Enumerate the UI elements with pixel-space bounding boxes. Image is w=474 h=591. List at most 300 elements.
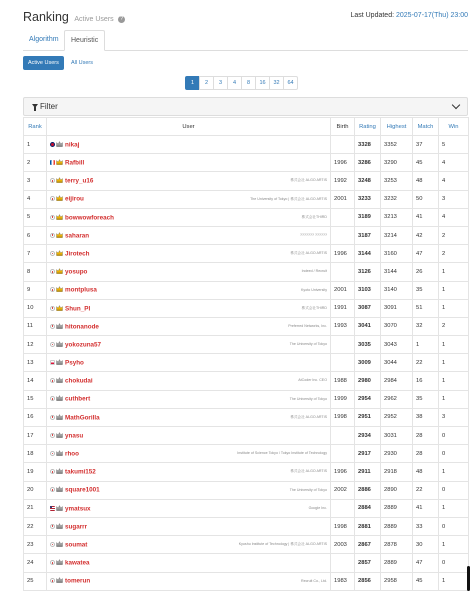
table-row	[24, 208, 469, 226]
affiliation: Preferred Networks, Inc.	[288, 323, 327, 328]
match-cell: 41	[413, 499, 439, 517]
affiliation: The University of Tokyo	[289, 487, 327, 492]
table-row	[24, 536, 469, 554]
rating-cell: 2934	[355, 427, 381, 445]
birth-cell: 2001	[331, 190, 355, 208]
affiliation: Kyushu Institute of Technology | 株式会社 ALGO ARTIS	[238, 542, 327, 547]
crown-icon	[56, 432, 63, 438]
user-cell	[47, 354, 331, 372]
rating-cell: 2951	[355, 408, 381, 426]
win-cell: 1	[439, 390, 469, 408]
table-row	[24, 336, 469, 354]
user-cell	[47, 317, 331, 335]
match-cell: 37	[413, 136, 439, 154]
rating-cell: 2954	[355, 390, 381, 408]
match-cell: 28	[413, 445, 439, 463]
country-flag-icon	[50, 306, 55, 311]
match-cell: 48	[413, 463, 439, 481]
match-cell: 33	[413, 517, 439, 535]
page-header	[23, 10, 468, 30]
affiliation: 株式会社 ALGO ARTIS	[290, 178, 327, 183]
rank-cell: 4	[24, 190, 47, 208]
page-button-32[interactable]: 32	[269, 76, 284, 90]
match-cell: 26	[413, 263, 439, 281]
rank-cell: 20	[24, 481, 47, 499]
affiliation: 株式会社 ALGO ARTIS	[290, 469, 327, 474]
win-cell: 1	[439, 463, 469, 481]
table-row	[24, 408, 469, 426]
match-cell: 50	[413, 190, 439, 208]
user-cell	[47, 408, 331, 426]
table-row	[24, 427, 469, 445]
user-cell	[47, 226, 331, 244]
country-flag-icon	[50, 469, 55, 474]
country-flag-icon	[50, 415, 55, 420]
rating-cell: 2881	[355, 517, 381, 535]
page-button-2[interactable]: 2	[199, 76, 214, 90]
username-link[interactable]: Jirotech	[65, 250, 90, 258]
rating-cell: 2856	[355, 572, 381, 590]
page-scrollbar[interactable]	[467, 566, 470, 591]
tab-algorithm[interactable]: Algorithm	[29, 36, 59, 43]
table-row	[24, 136, 469, 154]
username-link[interactable]: chokudai	[65, 377, 93, 385]
rating-cell: 3328	[355, 136, 381, 154]
win-header[interactable]: Win	[439, 118, 469, 136]
country-flag-icon	[50, 378, 55, 383]
page-subtitle: Active Users	[74, 16, 114, 23]
rank-cell: 1	[24, 136, 47, 154]
crown-icon	[56, 523, 63, 529]
crown-icon	[56, 577, 63, 583]
country-flag-icon	[50, 196, 55, 201]
win-cell: 1	[439, 263, 469, 281]
highest-cell: 2984	[381, 372, 413, 390]
username-link[interactable]: ynasu	[65, 432, 84, 440]
birth-cell: 1998	[331, 517, 355, 535]
highest-cell: 3290	[381, 154, 413, 172]
filter-panel-header[interactable]	[23, 97, 468, 116]
win-cell: 0	[439, 481, 469, 499]
username-link[interactable]: yosupo	[65, 268, 88, 276]
highest-cell: 2890	[381, 481, 413, 499]
table-row	[24, 154, 469, 172]
win-cell: 0	[439, 427, 469, 445]
win-cell: 0	[439, 554, 469, 572]
win-cell: 2	[439, 317, 469, 335]
rank-cell: 25	[24, 572, 47, 590]
birth-cell	[331, 136, 355, 154]
rank-cell: 21	[24, 499, 47, 517]
user-cell	[47, 554, 331, 572]
country-flag-icon	[50, 433, 55, 438]
username-link[interactable]: tomerun	[65, 577, 91, 585]
highest-cell: 3232	[381, 190, 413, 208]
rank-header[interactable]: Rank	[24, 118, 47, 136]
affiliation: 株式会社THIRD	[301, 214, 327, 219]
page-button-3[interactable]: 3	[213, 76, 228, 90]
win-cell: 1	[439, 572, 469, 590]
username-link[interactable]: bowwowforeach	[65, 214, 114, 222]
user-cell	[47, 390, 331, 408]
username-link[interactable]: takumi152	[65, 468, 96, 476]
last-updated-value: 2025-07-17(Thu) 23:00	[396, 12, 468, 19]
highest-cell: 3144	[381, 263, 413, 281]
country-flag-icon	[50, 342, 55, 347]
rating-cell: 2867	[355, 536, 381, 554]
birth-cell: 1983	[331, 572, 355, 590]
rating-cell: 3103	[355, 281, 381, 299]
rating-cell: 2857	[355, 554, 381, 572]
table-row	[24, 390, 469, 408]
birth-cell: 1993	[331, 317, 355, 335]
username-link[interactable]: kawatea	[65, 559, 90, 567]
username-link[interactable]: hitonanode	[65, 323, 99, 331]
rank-cell: 7	[24, 245, 47, 263]
match-cell: 30	[413, 536, 439, 554]
match-cell: 45	[413, 154, 439, 172]
win-cell: 1	[439, 372, 469, 390]
page-button-8[interactable]: 8	[241, 76, 256, 90]
user-cell	[47, 445, 331, 463]
crown-icon	[56, 505, 63, 511]
crown-icon	[56, 359, 63, 365]
rank-cell: 19	[24, 463, 47, 481]
question-circle-icon[interactable]: ?	[120, 16, 124, 22]
user-cell	[47, 263, 331, 281]
user-cell	[47, 136, 331, 154]
chevron-down-icon[interactable]	[452, 101, 460, 109]
user-cell	[47, 463, 331, 481]
user-cell	[47, 245, 331, 263]
country-flag-icon	[50, 506, 55, 511]
username-link[interactable]: eijirou	[65, 195, 84, 203]
title-text: Ranking	[23, 10, 69, 24]
user-cell	[47, 299, 331, 317]
match-cell: 22	[413, 481, 439, 499]
rank-cell: 24	[24, 554, 47, 572]
rank-cell: 14	[24, 372, 47, 390]
table-row	[24, 554, 469, 572]
win-cell: 0	[439, 445, 469, 463]
country-flag-icon	[50, 160, 55, 165]
birth-cell: 2002	[331, 481, 355, 499]
win-cell: 1	[439, 499, 469, 517]
table-row	[24, 190, 469, 208]
page-button-4[interactable]: 4	[227, 76, 242, 90]
table-row	[24, 572, 469, 590]
rating-cell: 2917	[355, 445, 381, 463]
user-cell	[47, 536, 331, 554]
rank-cell: 22	[24, 517, 47, 535]
user-header: User	[47, 118, 331, 136]
rating-cell: 2911	[355, 463, 381, 481]
country-flag-icon	[50, 178, 55, 183]
match-cell: 16	[413, 372, 439, 390]
birth-cell: 1991	[331, 299, 355, 317]
user-cell	[47, 190, 331, 208]
user-cell	[47, 427, 331, 445]
table-row	[24, 172, 469, 190]
highest-cell: 2889	[381, 517, 413, 535]
crown-icon	[56, 414, 63, 420]
win-cell: 4	[439, 208, 469, 226]
win-cell: 1	[439, 299, 469, 317]
username-link[interactable]: cuthbert	[65, 395, 91, 403]
rating-cell: 3087	[355, 299, 381, 317]
rating-cell: 3144	[355, 245, 381, 263]
birth-cell: 1992	[331, 172, 355, 190]
match-cell: 47	[413, 245, 439, 263]
all-users-button[interactable]: All Users	[71, 60, 94, 66]
highest-cell: 2889	[381, 499, 413, 517]
rank-cell: 12	[24, 336, 47, 354]
rank-cell: 2	[24, 154, 47, 172]
table-row	[24, 263, 469, 281]
rating-cell: 3009	[355, 354, 381, 372]
page-title	[23, 10, 125, 24]
highest-cell: 2878	[381, 536, 413, 554]
affiliation: AtCoder Inc. CEO	[298, 378, 327, 383]
rank-cell: 8	[24, 263, 47, 281]
username-link[interactable]: saharan	[65, 232, 90, 240]
birth-cell: 1998	[331, 408, 355, 426]
birth-cell	[331, 354, 355, 372]
table-row	[24, 281, 469, 299]
user-cell	[47, 372, 331, 390]
rating-cell: 3189	[355, 208, 381, 226]
affiliation: ??????? ??????	[300, 232, 327, 237]
tab-heuristic[interactable]: Heuristic	[64, 30, 105, 51]
highest-cell: 2958	[381, 572, 413, 590]
crown-icon	[56, 305, 63, 311]
username-link[interactable]: soumat	[65, 541, 88, 549]
rank-cell: 3	[24, 172, 47, 190]
highest-cell: 3140	[381, 281, 413, 299]
match-cell: 28	[413, 427, 439, 445]
crown-icon	[56, 377, 63, 383]
crown-icon	[56, 195, 63, 201]
birth-cell: 1988	[331, 372, 355, 390]
affiliation: The University of Tokyo | 株式会社 ALGO ARTIS	[250, 196, 327, 201]
highest-cell: 3253	[381, 172, 413, 190]
username-link[interactable]: sugarrr	[65, 523, 88, 531]
affiliation: Recruit Co., Ltd.	[301, 578, 327, 583]
rating-header[interactable]: Rating	[355, 118, 381, 136]
crown-icon	[56, 486, 63, 492]
country-flag-icon	[50, 142, 55, 147]
crown-icon	[56, 341, 63, 347]
table-row	[24, 299, 469, 317]
rank-cell: 16	[24, 408, 47, 426]
country-flag-icon	[50, 324, 55, 329]
active-users-button[interactable]: Active Users	[23, 56, 64, 70]
country-flag-icon	[50, 542, 55, 547]
highest-cell: 3031	[381, 427, 413, 445]
table-row	[24, 245, 469, 263]
birth-cell	[331, 336, 355, 354]
match-cell: 41	[413, 208, 439, 226]
win-cell: 1	[439, 281, 469, 299]
affiliation: 株式会社 ALGO ARTIS	[290, 414, 327, 419]
highest-cell: 3044	[381, 354, 413, 372]
win-cell: 1	[439, 336, 469, 354]
birth-cell	[331, 445, 355, 463]
match-header[interactable]: Match	[413, 118, 439, 136]
highest-cell: 2930	[381, 445, 413, 463]
birth-cell: 1996	[331, 154, 355, 172]
contest-type-tabs	[23, 30, 468, 51]
match-cell: 47	[413, 554, 439, 572]
rating-cell: 3035	[355, 336, 381, 354]
match-cell: 35	[413, 281, 439, 299]
affiliation: The University of Tokyo	[289, 396, 327, 401]
highest-cell: 2889	[381, 554, 413, 572]
user-cell	[47, 172, 331, 190]
rank-cell: 17	[24, 427, 47, 445]
username-link[interactable]: square1001	[65, 486, 100, 494]
birth-cell	[331, 499, 355, 517]
country-flag-icon	[50, 269, 55, 274]
username-link[interactable]: montplusa	[65, 286, 97, 294]
user-cell	[47, 336, 331, 354]
table-row	[24, 445, 469, 463]
highest-cell: 3352	[381, 136, 413, 154]
crown-icon	[56, 250, 63, 256]
highest-cell: 2962	[381, 390, 413, 408]
match-cell: 22	[413, 354, 439, 372]
rating-cell: 3248	[355, 172, 381, 190]
crown-icon	[56, 541, 63, 547]
rating-cell: 2884	[355, 499, 381, 517]
table-row	[24, 499, 469, 517]
affiliation: Institute of Science Tokyo / Tokyo Institute of Technology	[237, 451, 327, 456]
crown-icon	[56, 232, 63, 238]
crown-icon	[56, 395, 63, 401]
birth-cell	[331, 208, 355, 226]
win-cell: 1	[439, 354, 469, 372]
crown-icon	[56, 268, 63, 274]
match-cell: 38	[413, 408, 439, 426]
win-cell: 2	[439, 245, 469, 263]
crown-icon	[56, 323, 63, 329]
country-flag-icon	[50, 524, 55, 529]
country-flag-icon	[50, 233, 55, 238]
table-header-row	[24, 118, 469, 136]
rating-cell: 3286	[355, 154, 381, 172]
funnel-icon	[32, 104, 38, 108]
username-link[interactable]: terry_u16	[65, 177, 94, 185]
rank-cell: 11	[24, 317, 47, 335]
affiliation: Google Inc.	[308, 505, 327, 510]
username-link[interactable]: yokozuna57	[65, 341, 102, 349]
table-row	[24, 354, 469, 372]
username-link[interactable]: ymatsux	[65, 505, 91, 513]
user-cell	[47, 499, 331, 517]
rank-cell: 23	[24, 536, 47, 554]
rank-cell: 5	[24, 208, 47, 226]
win-cell: 0	[439, 517, 469, 535]
username-link[interactable]: Rafbill	[65, 159, 85, 167]
country-flag-icon	[50, 360, 55, 365]
highest-cell: 3043	[381, 336, 413, 354]
birth-cell	[331, 427, 355, 445]
country-flag-icon	[50, 287, 55, 292]
crown-icon	[56, 286, 63, 292]
country-flag-icon	[50, 396, 55, 401]
page-button-64[interactable]: 64	[283, 76, 298, 90]
rank-cell: 15	[24, 390, 47, 408]
birth-cell: 2001	[331, 281, 355, 299]
birth-cell: 2003	[331, 536, 355, 554]
win-cell: 4	[439, 154, 469, 172]
affiliation: 株式会社 ALGO ARTIS	[290, 251, 327, 256]
birth-cell: 1996	[331, 245, 355, 263]
win-cell: 2	[439, 226, 469, 244]
page-button-16[interactable]: 16	[255, 76, 270, 90]
crown-icon	[56, 559, 63, 565]
highest-cell: 3091	[381, 299, 413, 317]
win-cell: 1	[439, 536, 469, 554]
rating-cell: 3126	[355, 263, 381, 281]
user-cell	[47, 154, 331, 172]
crown-icon	[56, 177, 63, 183]
username-link[interactable]: nikaj	[65, 141, 80, 149]
win-cell: 5	[439, 136, 469, 154]
user-cell	[47, 281, 331, 299]
filter-label: Filter	[40, 102, 58, 111]
rank-cell: 6	[24, 226, 47, 244]
page-button-1[interactable]: 1	[185, 76, 200, 90]
username-link[interactable]: rhoo	[65, 450, 79, 458]
table-row	[24, 517, 469, 535]
crown-icon	[56, 468, 63, 474]
country-flag-icon	[50, 578, 55, 583]
match-cell: 1	[413, 336, 439, 354]
highest-header[interactable]: Highest	[381, 118, 413, 136]
match-cell: 45	[413, 572, 439, 590]
highest-cell: 3070	[381, 317, 413, 335]
username-link[interactable]: MathGorilla	[65, 414, 100, 422]
crown-icon	[56, 159, 63, 165]
birth-cell	[331, 226, 355, 244]
rank-cell: 13	[24, 354, 47, 372]
table-row	[24, 317, 469, 335]
rating-cell: 2980	[355, 372, 381, 390]
affiliation: Indeed / Recruit	[301, 269, 327, 274]
affiliation: The University of Tokyo	[289, 342, 327, 347]
match-cell: 32	[413, 317, 439, 335]
birth-cell	[331, 554, 355, 572]
highest-cell: 3160	[381, 245, 413, 263]
pagination	[185, 76, 298, 90]
rating-cell: 3041	[355, 317, 381, 335]
rank-cell: 9	[24, 281, 47, 299]
win-cell: 4	[439, 172, 469, 190]
username-link[interactable]: Shun_PI	[65, 305, 91, 313]
user-cell	[47, 517, 331, 535]
highest-cell: 3213	[381, 208, 413, 226]
birth-header: Birth	[331, 118, 355, 136]
country-flag-icon	[50, 487, 55, 492]
rating-cell: 3187	[355, 226, 381, 244]
last-updated-label: Last Updated:	[350, 12, 395, 19]
username-link[interactable]: Psyho	[65, 359, 84, 367]
country-flag-icon	[50, 560, 55, 565]
affiliation: Kyoto University	[301, 287, 327, 292]
user-cell	[47, 572, 331, 590]
match-cell: 35	[413, 390, 439, 408]
